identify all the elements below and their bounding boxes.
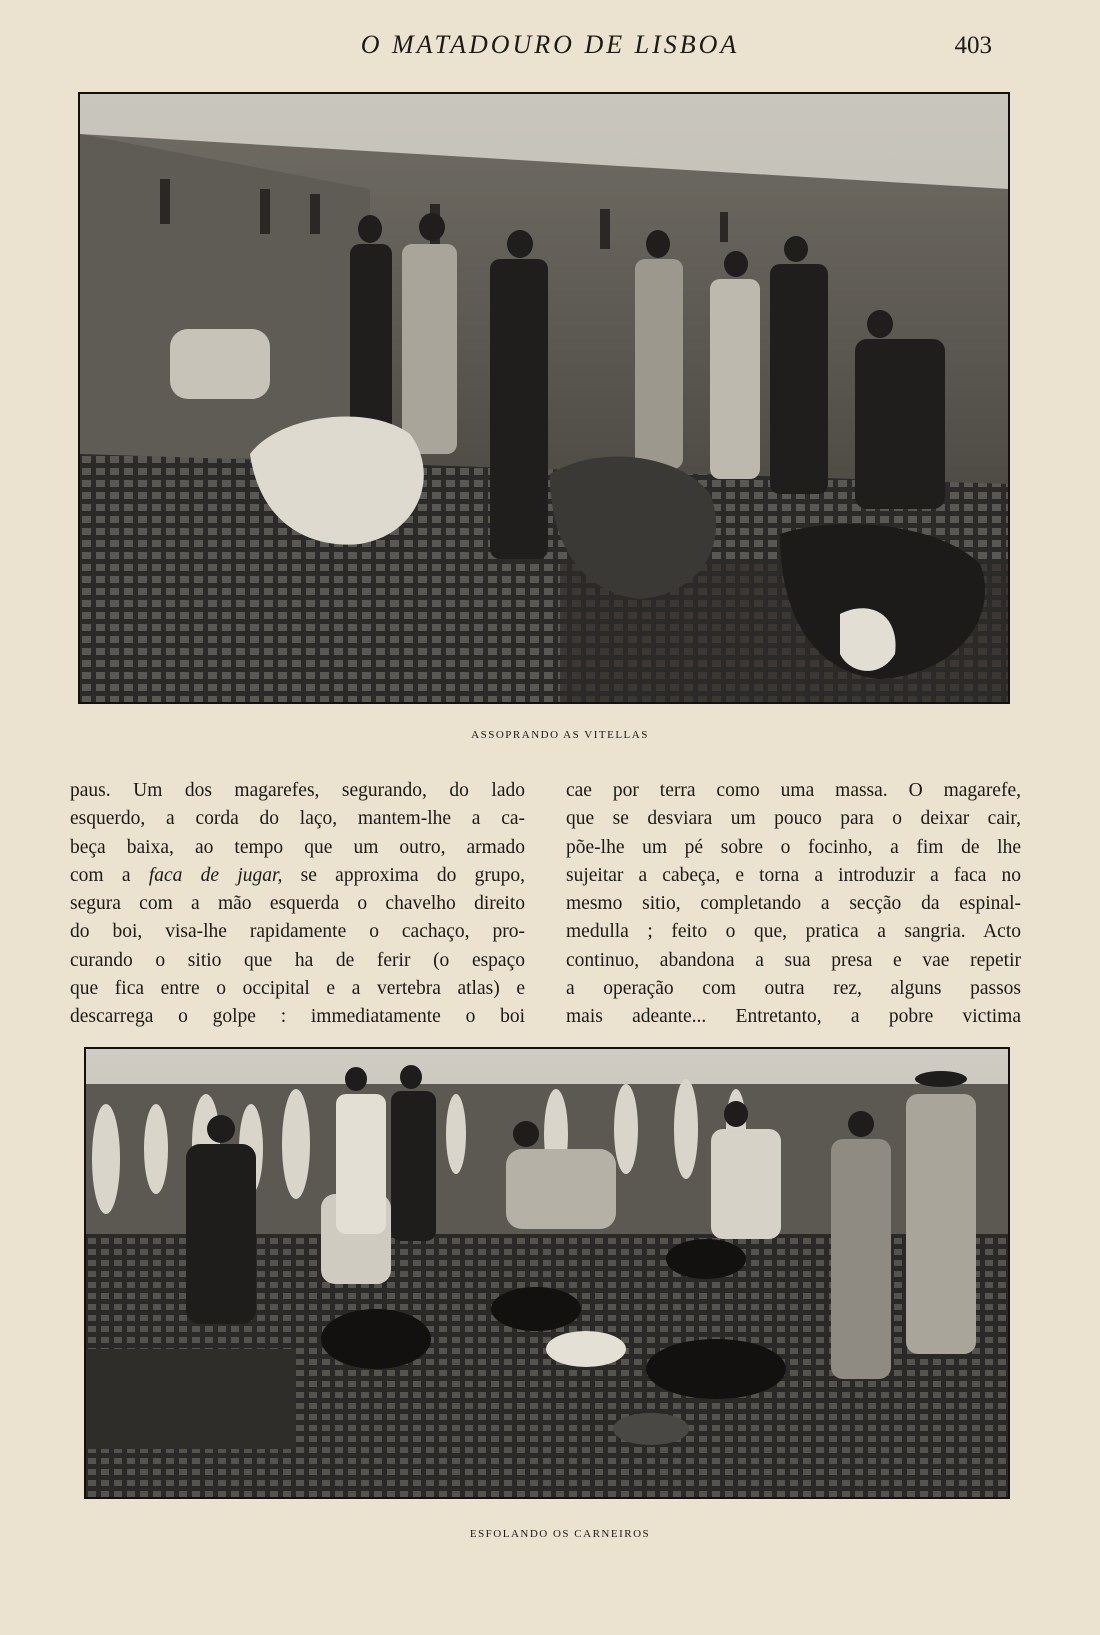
photo-slaughterhouse-calves [78,92,1010,704]
caption-photo-2: ESFOLANDO OS CARNEIROS [469,1528,651,1540]
text-line: paus. Um dos magarefes, segurando, do lado [70,780,525,801]
italic-term: faca de jugar, [148,864,283,886]
text-line: curando o sitio que ha de ferir (o espaço [70,949,525,971]
text-fragment: com a [70,864,131,886]
text-line: mesmo sitio, completando a secção da espinal- [566,893,1021,915]
text-column-left [70,777,525,1032]
text-line: mais adeante... Entretanto, a pobre victima [566,1006,1021,1028]
running-title: O MATADOURO DE LISBOA [360,30,740,59]
page-number: 403 [954,32,992,59]
text-line: põe-lhe um pé sobre o focinho, a fim de lhe [566,836,1021,858]
text-line: a operação com outra rez, alguns passos [566,978,1021,1000]
caption-photo-1: ASSOPRANDO AS VITELLAS [471,729,649,741]
text-line: esquerdo, a corda do laço, mantem-lhe a ca- [70,808,525,830]
photo-skinning-sheep [84,1047,1010,1499]
text-line: continuo, abandona a sua presa e vae repetir [566,949,1021,971]
text-line: do boi, visa-lhe rapidamente o cachaço, pro- [70,921,525,943]
text-line: medulla ; feito o que, pratica a sangria. Acto [566,921,1021,943]
photo-1-illustration [80,94,1008,702]
text-line: cae por terra como uma massa. O magarefe, [566,780,1021,801]
text-line: que fica entre o occipital e a vertebra atlas) e [70,978,525,1000]
text-line: que se desviara um pouco para o deixar cair, [566,808,1021,830]
text-line: descarrega o golpe : immediatamente o boi [70,1006,525,1028]
text-fragment: se approxima do grupo, [300,864,526,886]
text-line-with-italic [70,862,525,890]
photo-2-illustration [86,1049,1008,1497]
text-line: sujeitar a cabeça, e torna a introduzir a faca no [566,864,1021,886]
text-line: segura com a mão esquerda o chavelho direito [70,893,525,915]
text-line: beça baixa, ao tempo que um outro, armado [70,836,525,858]
text-column-right [566,777,1021,1032]
